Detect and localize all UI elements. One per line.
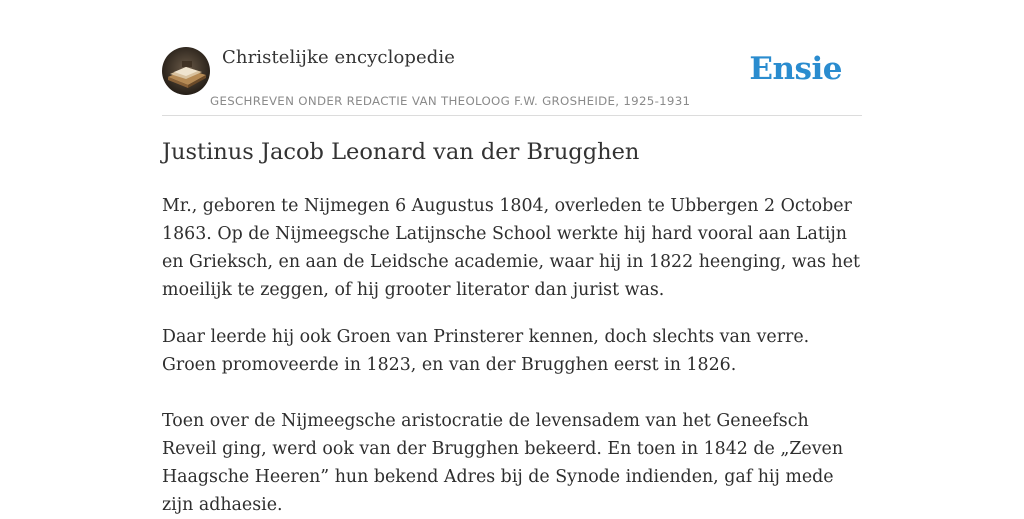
encyclopedia-avatar[interactable] bbox=[162, 47, 210, 95]
site-header bbox=[162, 45, 862, 116]
book-photo-icon bbox=[162, 47, 210, 95]
site-subtitle: GESCHREVEN ONDER REDACTIE VAN THEOLOOG F.W. GROSHEIDE, 1925-1931 bbox=[210, 94, 691, 108]
article-paragraph-3: Toen over de Nijmeegsche aristocratie de levensadem van het Geneefsch Reveil ging, werd ook van der Brugghen bekeerd. En toen in 1842 de „Zeven Haagsche Heeren” hun bekend Adres bij de Synode indienden, gaf hij mede zijn adhaesie. bbox=[162, 411, 844, 515]
brand-logo[interactable]: Ensie bbox=[749, 51, 842, 87]
site-name[interactable]: Christelijke encyclopedie bbox=[222, 47, 456, 68]
article-paragraph-2: Daar leerde hij ook Groen van Prinsterer kennen, doch slechts van verre. Groen promoveerde in 1823, en van der Brugghen eerst in 1826. bbox=[162, 327, 810, 375]
article-paragraph-1: Mr., geboren te Nijmegen 6 Augustus 1804, overleden te Ubbergen 2 October 1863. Op de Nijmeegsche Latijnsche School werkte hij hard vooral aan Latijn en Grieksch, en aan de Leidsche academie, waar hij in 1822 heenging, was het moeilijk te zeggen, of hij grooter literator dan jurist was. bbox=[162, 196, 860, 300]
article-title: Justinus Jacob Leonard van der Brugghen bbox=[162, 139, 640, 165]
